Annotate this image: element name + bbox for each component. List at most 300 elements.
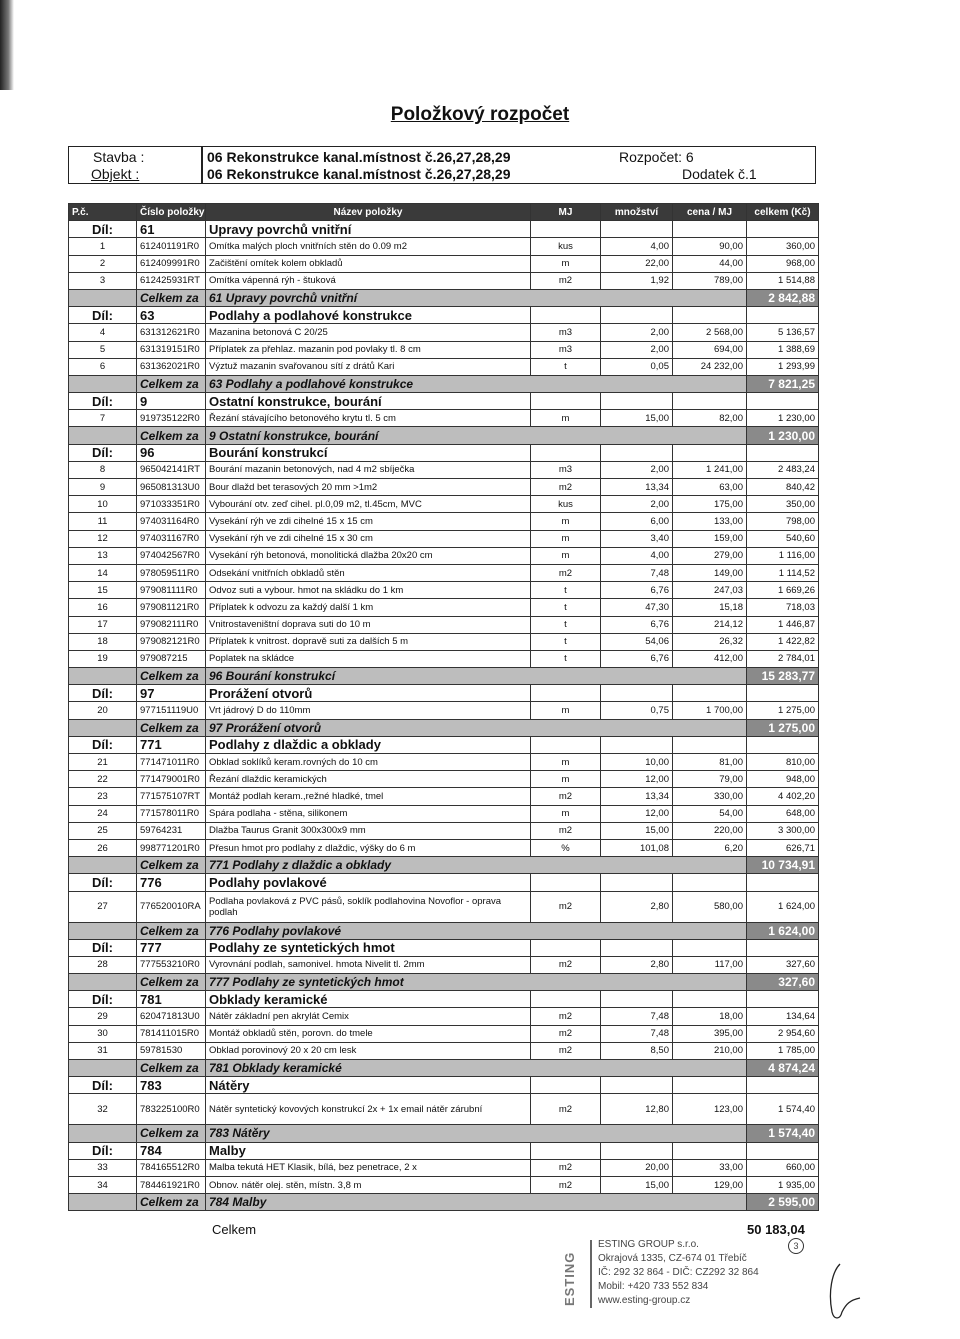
section-row	[69, 221, 819, 238]
stamp-ids: IČ: 292 32 864 - DIČ: CZ292 32 864	[598, 1267, 759, 1278]
item-total: 660,00	[747, 1159, 819, 1176]
item-number: 20	[69, 702, 137, 719]
subtotal-label: Celkem za	[137, 1194, 206, 1211]
section-name: Prorážení otvorů	[206, 685, 531, 702]
item-row	[69, 788, 819, 805]
subtotal-name: 776 Podlahy povlakové	[206, 922, 747, 939]
item-code: 979082111R0	[137, 616, 206, 633]
item-quantity: 6,00	[601, 513, 673, 530]
section-label: Díl:	[69, 1142, 137, 1159]
item-unit: t	[531, 599, 601, 616]
item-row	[69, 410, 819, 427]
subtotal-label: Celkem za	[137, 375, 206, 392]
item-number: 34	[69, 1176, 137, 1193]
item-row	[69, 513, 819, 530]
stamp-number: 3	[788, 1238, 804, 1254]
item-total: 1 669,26	[747, 582, 819, 599]
item-row	[69, 1159, 819, 1176]
stamp-company: ESTING GROUP s.r.o.	[598, 1239, 699, 1250]
item-quantity: 0,75	[601, 702, 673, 719]
item-row	[69, 255, 819, 272]
empty-cell	[601, 874, 673, 891]
page-title: Položkový rozpočet	[390, 104, 570, 125]
item-quantity: 15,00	[601, 1176, 673, 1193]
item-code: 979087215	[137, 650, 206, 667]
subtotal-name: 781 Obklady keramické	[206, 1060, 747, 1077]
item-code: 612401191R0	[137, 238, 206, 255]
item-name: Mazanina betonová C 20/25	[206, 324, 531, 341]
item-name: Podlaha povlaková z PVC pásů, soklík podlahovina Novoflor - oprava podlah	[206, 891, 531, 922]
item-name: Vrt jádrový D do 110mm	[206, 702, 531, 719]
section-name: Podlahy z dlaždic a obklady	[206, 736, 531, 753]
item-name: Začištění omítek kolem obkladů	[206, 255, 531, 272]
items-table	[68, 203, 819, 1211]
section-name: Podlahy a podlahové konstrukce	[206, 307, 531, 324]
section-name: Obklady keramické	[206, 991, 531, 1008]
empty-cell	[601, 685, 673, 702]
empty-cell	[531, 307, 601, 324]
item-number: 18	[69, 633, 137, 650]
empty-cell	[747, 685, 819, 702]
empty-cell	[747, 221, 819, 238]
item-total: 1 293,99	[747, 358, 819, 375]
item-name: Malba tekutá HET Klasik, bílá, bez penetrace, 2 x	[206, 1159, 531, 1176]
item-code: 781411015R0	[137, 1025, 206, 1042]
item-unit-price: 2 568,00	[673, 324, 747, 341]
section-code: 783	[137, 1077, 206, 1094]
subtotal-amount: 1 230,00	[747, 427, 819, 444]
section-row	[69, 874, 819, 891]
item-number: 23	[69, 788, 137, 805]
company-logo: ESTING	[562, 1251, 577, 1306]
item-unit: m2	[531, 1025, 601, 1042]
grand-total-label: Celkem	[212, 1222, 257, 1237]
item-total: 948,00	[747, 771, 819, 788]
col-nazev: Název položky	[206, 204, 531, 221]
empty-cell	[747, 736, 819, 753]
item-row	[69, 633, 819, 650]
objekt-value: 06 Rekonstrukce kanal.místnost č.26,27,28,29	[207, 166, 511, 182]
item-name: Odvoz suti a vybour. hmot na skládku do 1 km	[206, 582, 531, 599]
item-unit: m2	[531, 788, 601, 805]
item-number: 27	[69, 891, 137, 922]
subtotal-label: Celkem za	[137, 857, 206, 874]
item-quantity: 2,00	[601, 461, 673, 478]
item-number: 2	[69, 255, 137, 272]
subtotal-name: 96 Bourání konstrukcí	[206, 668, 747, 685]
section-label: Díl:	[69, 307, 137, 324]
subtotal-amount: 10 734,91	[747, 857, 819, 874]
empty-cell	[747, 393, 819, 410]
subtotal-name: 771 Podlahy z dlaždic a obklady	[206, 857, 747, 874]
section-code: 61	[137, 221, 206, 238]
item-name: Poplatek na skládce	[206, 650, 531, 667]
item-name: Odsekání vnitřních obkladů stěn	[206, 564, 531, 581]
item-name: Omítka vápenná rýh - štuková	[206, 272, 531, 289]
item-code: 612425931RT	[137, 272, 206, 289]
item-unit-price: 117,00	[673, 956, 747, 973]
empty-cell	[531, 221, 601, 238]
subtotal-amount: 15 283,77	[747, 668, 819, 685]
empty-cell	[601, 991, 673, 1008]
item-quantity: 4,00	[601, 547, 673, 564]
item-quantity: 12,80	[601, 1094, 673, 1125]
empty-cell	[531, 393, 601, 410]
item-unit-price: 580,00	[673, 891, 747, 922]
item-number: 22	[69, 771, 137, 788]
item-code: 612409991R0	[137, 255, 206, 272]
item-unit-price: 15,18	[673, 599, 747, 616]
item-unit: t	[531, 633, 601, 650]
subtotal-label: Celkem za	[137, 427, 206, 444]
stavba-label: Stavba :	[93, 149, 145, 165]
item-code: 971033351R0	[137, 496, 206, 513]
section-row	[69, 1142, 819, 1159]
item-unit-price: 789,00	[673, 272, 747, 289]
item-name: Příplatek k vnitrost. dopravě suti za dalších 5 m	[206, 633, 531, 650]
item-total: 540,60	[747, 530, 819, 547]
item-unit-price: 159,00	[673, 530, 747, 547]
item-unit: m2	[531, 891, 601, 922]
item-name: Výztuž mazanin svařovanou sítí z drátů Kari	[206, 358, 531, 375]
item-code: 59764231	[137, 822, 206, 839]
item-name: Montáž podlah keram.,režné hladké, tmel	[206, 788, 531, 805]
item-code: 631319151R0	[137, 341, 206, 358]
item-quantity: 0,05	[601, 358, 673, 375]
item-unit: t	[531, 358, 601, 375]
item-row	[69, 891, 819, 922]
item-quantity: 2,00	[601, 341, 673, 358]
empty-cell	[531, 736, 601, 753]
item-row	[69, 479, 819, 496]
item-total: 1 116,00	[747, 547, 819, 564]
item-row	[69, 358, 819, 375]
handwritten-signature	[820, 1262, 862, 1322]
item-quantity: 6,76	[601, 616, 673, 633]
empty-cell	[747, 939, 819, 956]
item-quantity: 54,06	[601, 633, 673, 650]
item-unit-price: 90,00	[673, 238, 747, 255]
item-code: 919735122R0	[137, 410, 206, 427]
empty-cell	[601, 939, 673, 956]
item-unit-price: 6,20	[673, 839, 747, 856]
empty-cell	[673, 1142, 747, 1159]
item-name: Vysekání rýh betonová, monolitická dlažba 20x20 cm	[206, 547, 531, 564]
item-total: 3 300,00	[747, 822, 819, 839]
item-number: 11	[69, 513, 137, 530]
empty-cell	[531, 1077, 601, 1094]
item-unit: kus	[531, 238, 601, 255]
item-total: 1 388,69	[747, 341, 819, 358]
item-name: Nátěr základní pen akrylát Cemix	[206, 1008, 531, 1025]
item-name: Dlažba Taurus Granit 300x300x9 mm	[206, 822, 531, 839]
section-row	[69, 939, 819, 956]
item-row	[69, 547, 819, 564]
item-name: Obnov. nátěr olej. stěn, místn. 3,8 m	[206, 1176, 531, 1193]
item-unit: m2	[531, 1094, 601, 1125]
empty-cell	[69, 375, 137, 392]
empty-cell	[747, 874, 819, 891]
item-unit-price: 220,00	[673, 822, 747, 839]
item-total: 1 574,40	[747, 1094, 819, 1125]
subtotal-row	[69, 1125, 819, 1142]
item-total: 626,71	[747, 839, 819, 856]
empty-cell	[601, 1142, 673, 1159]
item-quantity: 12,00	[601, 805, 673, 822]
subtotal-amount: 1 624,00	[747, 922, 819, 939]
item-unit-price: 395,00	[673, 1025, 747, 1042]
item-code: 974031167R0	[137, 530, 206, 547]
item-code: 979082121R0	[137, 633, 206, 650]
item-number: 21	[69, 754, 137, 771]
item-number: 4	[69, 324, 137, 341]
item-total: 1 624,00	[747, 891, 819, 922]
column-header-row	[69, 204, 819, 221]
empty-cell	[531, 991, 601, 1008]
item-quantity: 3,40	[601, 530, 673, 547]
item-unit-price: 694,00	[673, 341, 747, 358]
item-total: 2 784,01	[747, 650, 819, 667]
item-number: 7	[69, 410, 137, 427]
subtotal-amount: 4 874,24	[747, 1060, 819, 1077]
header-divider	[201, 147, 203, 183]
empty-cell	[673, 393, 747, 410]
item-quantity: 2,80	[601, 956, 673, 973]
item-name: Omítka malých ploch vnitřních stěn do 0.09 m2	[206, 238, 531, 255]
company-stamp	[562, 1238, 812, 1310]
stamp-web: www.esting-group.cz	[598, 1295, 691, 1306]
empty-cell	[673, 736, 747, 753]
item-unit: m	[531, 702, 601, 719]
item-quantity: 13,34	[601, 479, 673, 496]
item-quantity: 22,00	[601, 255, 673, 272]
item-code: 620471813U0	[137, 1008, 206, 1025]
item-unit: m2	[531, 1176, 601, 1193]
item-code: 776520010RA	[137, 891, 206, 922]
item-unit: m	[531, 530, 601, 547]
item-number: 26	[69, 839, 137, 856]
stamp-divider	[590, 1240, 592, 1308]
item-code: 998771201R0	[137, 839, 206, 856]
item-number: 24	[69, 805, 137, 822]
item-quantity: 13,34	[601, 788, 673, 805]
item-total: 1 422,82	[747, 633, 819, 650]
item-row	[69, 754, 819, 771]
empty-cell	[601, 221, 673, 238]
item-row	[69, 839, 819, 856]
subtotal-label: Celkem za	[137, 922, 206, 939]
item-unit: t	[531, 616, 601, 633]
section-row	[69, 736, 819, 753]
subtotal-name: 97 Prorážení otvorů	[206, 719, 747, 736]
item-code: 771578011R0	[137, 805, 206, 822]
section-code: 776	[137, 874, 206, 891]
item-row	[69, 530, 819, 547]
item-name: Spára podlaha - stěna, silikonem	[206, 805, 531, 822]
empty-cell	[69, 974, 137, 991]
section-name: Ostatní konstrukce, bourání	[206, 393, 531, 410]
item-row	[69, 650, 819, 667]
item-code: 974042567R0	[137, 547, 206, 564]
item-code: 771471011R0	[137, 754, 206, 771]
item-quantity: 2,80	[601, 891, 673, 922]
header-box	[68, 146, 816, 184]
item-unit: %	[531, 839, 601, 856]
empty-cell	[673, 1077, 747, 1094]
item-total: 134,64	[747, 1008, 819, 1025]
item-unit-price: 24 232,00	[673, 358, 747, 375]
subtotal-amount: 1 275,00	[747, 719, 819, 736]
section-row	[69, 307, 819, 324]
item-total: 1 114,52	[747, 564, 819, 581]
section-name: Malby	[206, 1142, 531, 1159]
item-unit-price: 133,00	[673, 513, 747, 530]
section-code: 781	[137, 991, 206, 1008]
item-total: 718,03	[747, 599, 819, 616]
item-quantity: 47,30	[601, 599, 673, 616]
subtotal-row	[69, 668, 819, 685]
empty-cell	[69, 857, 137, 874]
item-total: 5 136,57	[747, 324, 819, 341]
item-total: 1 785,00	[747, 1042, 819, 1059]
item-row	[69, 1042, 819, 1059]
item-unit: m3	[531, 341, 601, 358]
item-code: 784165512R0	[137, 1159, 206, 1176]
item-unit: m3	[531, 461, 601, 478]
empty-cell	[69, 1194, 137, 1211]
item-number: 19	[69, 650, 137, 667]
item-unit: m2	[531, 1008, 601, 1025]
empty-cell	[673, 874, 747, 891]
item-total: 360,00	[747, 238, 819, 255]
item-code: 977151119U0	[137, 702, 206, 719]
item-unit-price: 79,00	[673, 771, 747, 788]
item-quantity: 1,92	[601, 272, 673, 289]
item-name: Přesun hmot pro podlahy z dlaždic, výšky do 6 m	[206, 839, 531, 856]
item-code: 771575107RT	[137, 788, 206, 805]
item-unit-price: 54,00	[673, 805, 747, 822]
item-row	[69, 496, 819, 513]
item-quantity: 4,00	[601, 238, 673, 255]
item-unit-price: 330,00	[673, 788, 747, 805]
subtotal-label: Celkem za	[137, 668, 206, 685]
item-number: 13	[69, 547, 137, 564]
item-unit: m3	[531, 324, 601, 341]
item-unit-price: 63,00	[673, 479, 747, 496]
item-number: 16	[69, 599, 137, 616]
item-unit-price: 26,32	[673, 633, 747, 650]
col-mj: MJ	[531, 204, 601, 221]
empty-cell	[69, 289, 137, 306]
subtotal-name: 9 Ostatní konstrukce, bourání	[206, 427, 747, 444]
item-total: 4 402,20	[747, 788, 819, 805]
item-code: 631362021R0	[137, 358, 206, 375]
item-number: 3	[69, 272, 137, 289]
item-unit: t	[531, 650, 601, 667]
item-name: Vybourání otv. zeď cihel. pl.0,09 m2, tl.45cm, MVC	[206, 496, 531, 513]
item-total: 2 954,60	[747, 1025, 819, 1042]
section-code: 771	[137, 736, 206, 753]
item-unit-price: 412,00	[673, 650, 747, 667]
item-unit-price: 123,00	[673, 1094, 747, 1125]
item-unit-price: 1 241,00	[673, 461, 747, 478]
subtotal-row	[69, 1194, 819, 1211]
item-total: 840,42	[747, 479, 819, 496]
item-name: Montáž obkladů stěn, porovn. do tmele	[206, 1025, 531, 1042]
section-row	[69, 685, 819, 702]
col-cena: cena / MJ	[673, 204, 747, 221]
section-label: Díl:	[69, 393, 137, 410]
item-total: 2 483,24	[747, 461, 819, 478]
item-unit: m	[531, 771, 601, 788]
empty-cell	[531, 685, 601, 702]
empty-cell	[69, 668, 137, 685]
subtotal-row	[69, 974, 819, 991]
item-unit: kus	[531, 496, 601, 513]
item-quantity: 7,48	[601, 1025, 673, 1042]
subtotal-label: Celkem za	[137, 289, 206, 306]
item-row	[69, 822, 819, 839]
stavba-value: 06 Rekonstrukce kanal.místnost č.26,27,28,29	[207, 149, 511, 165]
item-unit: m	[531, 754, 601, 771]
section-label: Díl:	[69, 991, 137, 1008]
empty-cell	[531, 939, 601, 956]
item-row	[69, 1094, 819, 1125]
empty-cell	[673, 685, 747, 702]
empty-cell	[673, 221, 747, 238]
item-unit: m2	[531, 956, 601, 973]
item-row	[69, 616, 819, 633]
item-unit: t	[531, 582, 601, 599]
subtotal-label: Celkem za	[137, 974, 206, 991]
subtotal-amount: 1 574,40	[747, 1125, 819, 1142]
item-name: Bourání mazanin betonových, nad 4 m2 sbíječka	[206, 461, 531, 478]
item-code: 974031164R0	[137, 513, 206, 530]
section-name: Bourání konstrukcí	[206, 444, 531, 461]
col-cislo: Číslo položky	[137, 204, 206, 221]
subtotal-row	[69, 1060, 819, 1077]
item-code: 978059511R0	[137, 564, 206, 581]
subtotal-name: 61 Upravy povrchů vnitřní	[206, 289, 747, 306]
item-quantity: 2,00	[601, 324, 673, 341]
scan-edge-shadow	[0, 0, 14, 90]
item-total: 1 514,88	[747, 272, 819, 289]
section-row	[69, 1077, 819, 1094]
item-total: 648,00	[747, 805, 819, 822]
stamp-mobile: Mobil: +420 733 552 834	[598, 1281, 709, 1292]
item-unit-price: 149,00	[673, 564, 747, 581]
item-code: 777553210R0	[137, 956, 206, 973]
item-quantity: 101,08	[601, 839, 673, 856]
item-unit-price: 18,00	[673, 1008, 747, 1025]
item-total: 350,00	[747, 496, 819, 513]
empty-cell	[69, 922, 137, 939]
empty-cell	[69, 719, 137, 736]
item-total: 1 275,00	[747, 702, 819, 719]
item-row	[69, 324, 819, 341]
item-name: Příplatek k odvozu za každý další 1 km	[206, 599, 531, 616]
item-total: 968,00	[747, 255, 819, 272]
item-number: 17	[69, 616, 137, 633]
item-unit-price: 1 700,00	[673, 702, 747, 719]
item-name: Bour dlažd bet terasových 20 mm >1m2	[206, 479, 531, 496]
item-total: 1 935,00	[747, 1176, 819, 1193]
item-number: 32	[69, 1094, 137, 1125]
item-unit-price: 214,12	[673, 616, 747, 633]
item-number: 33	[69, 1159, 137, 1176]
objekt-label: Objekt :	[91, 166, 140, 182]
section-label: Díl:	[69, 1077, 137, 1094]
